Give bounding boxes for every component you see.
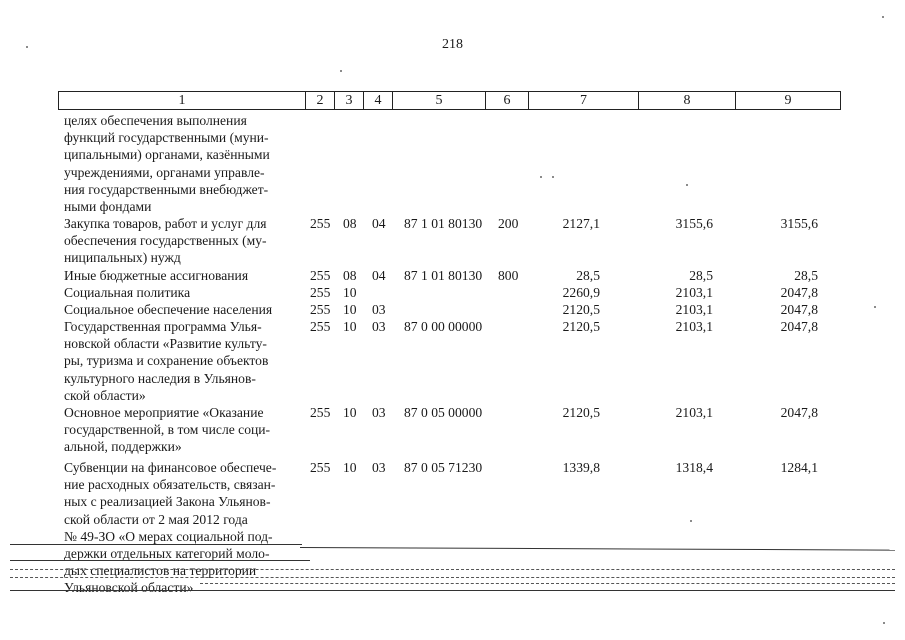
cell-ministry-code: 255 bbox=[310, 460, 331, 475]
scan-speck bbox=[690, 520, 692, 522]
header-col-1: 1 bbox=[178, 93, 186, 108]
row-name: Государственная программа Улья- новской области «Развитие культу- ры, туризма и сохранение объектов культурного наследия в Ульянов- ской области» bbox=[64, 319, 269, 403]
scan-speck bbox=[882, 16, 884, 18]
cell-amount-2: 2103,1 bbox=[675, 319, 713, 334]
cell-section: 10 bbox=[343, 405, 357, 420]
header-col-2: 2 bbox=[305, 92, 334, 109]
scan-speck bbox=[540, 176, 542, 178]
cell-subsection: 03 bbox=[372, 302, 386, 317]
row-name: Социальная политика bbox=[64, 285, 191, 300]
scan-artifact-line bbox=[10, 560, 310, 561]
table-header-row bbox=[58, 91, 841, 110]
row-name: Иные бюджетные ассигнования bbox=[64, 268, 249, 283]
scan-artifact-line bbox=[200, 583, 895, 584]
scan-speck bbox=[26, 46, 28, 48]
cell-subsection: 04 bbox=[372, 268, 386, 283]
cell-amount-1: 2260,9 bbox=[562, 285, 600, 300]
cell-target-article: 87 0 05 71230 bbox=[404, 460, 483, 475]
cell-ministry-code: 255 bbox=[310, 216, 331, 231]
cell-amount-1: 2120,5 bbox=[562, 302, 600, 317]
header-col-4: 4 bbox=[363, 92, 392, 109]
cell-amount-3: 3155,6 bbox=[780, 216, 818, 231]
cell-amount-3: 2047,8 bbox=[780, 302, 818, 317]
cell-ministry-code: 255 bbox=[310, 405, 331, 420]
cell-amount-1: 28,5 bbox=[576, 268, 600, 283]
scan-speck bbox=[686, 184, 688, 186]
row-name: Закупка товаров, работ и услуг для обеспечения государственных (му- ниципальных) нужд bbox=[64, 216, 267, 266]
cell-amount-1: 2127,1 bbox=[562, 216, 600, 231]
cell-amount-3: 1284,1 bbox=[780, 460, 818, 475]
cell-section: 10 bbox=[343, 302, 357, 317]
cell-section: 08 bbox=[343, 268, 357, 283]
cell-subsection: 03 bbox=[372, 405, 386, 420]
scan-speck bbox=[874, 306, 876, 308]
cell-expense-type: 800 bbox=[498, 268, 519, 283]
header-col-5: 5 bbox=[392, 92, 485, 109]
cell-subsection: 03 bbox=[372, 460, 386, 475]
scan-speck bbox=[340, 70, 342, 72]
header-col-3: 3 bbox=[334, 92, 363, 109]
scan-artifact-line bbox=[10, 569, 895, 570]
cell-amount-3: 2047,8 bbox=[780, 405, 818, 420]
cell-amount-2: 2103,1 bbox=[675, 405, 713, 420]
cell-ministry-code: 255 bbox=[310, 285, 331, 300]
cell-subsection: 04 bbox=[372, 216, 386, 231]
row-name: Социальное обеспечение населения bbox=[64, 302, 273, 317]
scan-artifact-line bbox=[10, 544, 302, 545]
cell-target-article: 87 1 01 80130 bbox=[404, 268, 483, 283]
cell-section: 10 bbox=[343, 319, 357, 334]
header-col-6: 6 bbox=[485, 92, 528, 109]
cell-amount-2: 2103,1 bbox=[675, 285, 713, 300]
cell-amount-2: 1318,4 bbox=[675, 460, 713, 475]
header-col-9: 9 bbox=[735, 92, 840, 109]
cell-ministry-code: 255 bbox=[310, 319, 331, 334]
cell-amount-1: 1339,8 bbox=[562, 460, 600, 475]
scan-speck bbox=[552, 176, 554, 178]
scan-artifact-line bbox=[10, 590, 895, 591]
cell-section: 10 bbox=[343, 460, 357, 475]
cell-amount-3: 2047,8 bbox=[780, 319, 818, 334]
cell-amount-3: 28,5 bbox=[794, 268, 818, 283]
cell-amount-2: 2103,1 bbox=[675, 302, 713, 317]
cell-amount-1: 2120,5 bbox=[562, 319, 600, 334]
cell-ministry-code: 255 bbox=[310, 268, 331, 283]
cell-section: 08 bbox=[343, 216, 357, 231]
cell-amount-2: 3155,6 bbox=[675, 216, 713, 231]
cell-subsection: 03 bbox=[372, 319, 386, 334]
scan-speck bbox=[883, 622, 885, 624]
cell-amount-1: 2120,5 bbox=[562, 405, 600, 420]
cell-target-article: 87 1 01 80130 bbox=[404, 216, 483, 231]
row-name: Субвенции на финансовое обеспече- ние расходных обязательств, связан- ных с реализацией Закона Ульянов- ской области от 2 мая 2012 года № 49-ЗО «О мерах социальной под- держки отдельных категорий моло- дых специалистов на территории Ульяновской области» bbox=[64, 460, 277, 596]
cell-amount-3: 2047,8 bbox=[780, 285, 818, 300]
cell-target-article: 87 0 05 00000 bbox=[404, 405, 483, 420]
header-col-7: 7 bbox=[528, 92, 638, 109]
scan-artifact-line bbox=[300, 547, 895, 551]
page-number: 218 bbox=[442, 37, 463, 52]
row-name: Основное мероприятие «Оказание государственной, в том числе соци- альной, поддержки» bbox=[64, 405, 271, 455]
cell-amount-2: 28,5 bbox=[689, 268, 713, 283]
cell-target-article: 87 0 00 00000 bbox=[404, 319, 483, 334]
cell-section: 10 bbox=[343, 285, 357, 300]
header-col-8: 8 bbox=[638, 92, 735, 109]
continuation-text: целях обеспечения выполнения функций государственными (муни- ципальными) органами, казёнными учреждениями, органами управле- ния государственными внебюджет- ными фондами bbox=[64, 113, 270, 215]
scan-artifact-line bbox=[10, 577, 895, 578]
cell-expense-type: 200 bbox=[498, 216, 519, 231]
cell-ministry-code: 255 bbox=[310, 302, 331, 317]
